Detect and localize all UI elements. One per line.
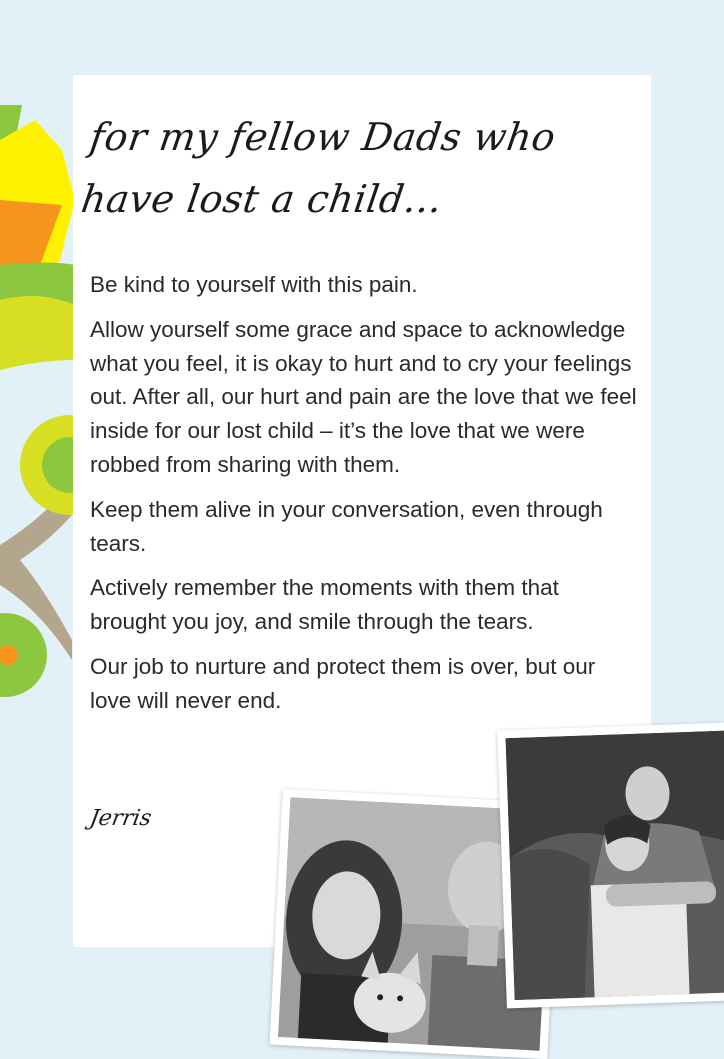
paragraph: Be kind to yourself with this pain. [90, 272, 418, 297]
leaf-lime-band [0, 296, 75, 370]
floral-decoration [0, 0, 80, 1024]
paragraph: Our job to nurture and protect them is over, but our love will never end. [90, 653, 596, 713]
paragraph: Keep them alive in your conversation, even through tears. [90, 496, 603, 556]
paragraph: Allow yourself some grace and space to acknowledge what you feel, it is okay to hurt and to cry your feelings out. After all, our hurt and pain are the love that we feel inside for our lost child – it’s the love that we were robbed from sharing with them. [90, 316, 637, 477]
signature: Jerris [87, 806, 154, 831]
father-daughter-hug-photo [497, 722, 724, 1009]
letter-title [77, 106, 654, 230]
letter-body [90, 268, 638, 729]
title-line-2: have lost a child... [78, 177, 446, 221]
paragraph: Actively remember the moments with them that brought you joy, and smile through the tears. [90, 575, 559, 635]
title-line-1: for my fellow Dads who [87, 115, 559, 159]
